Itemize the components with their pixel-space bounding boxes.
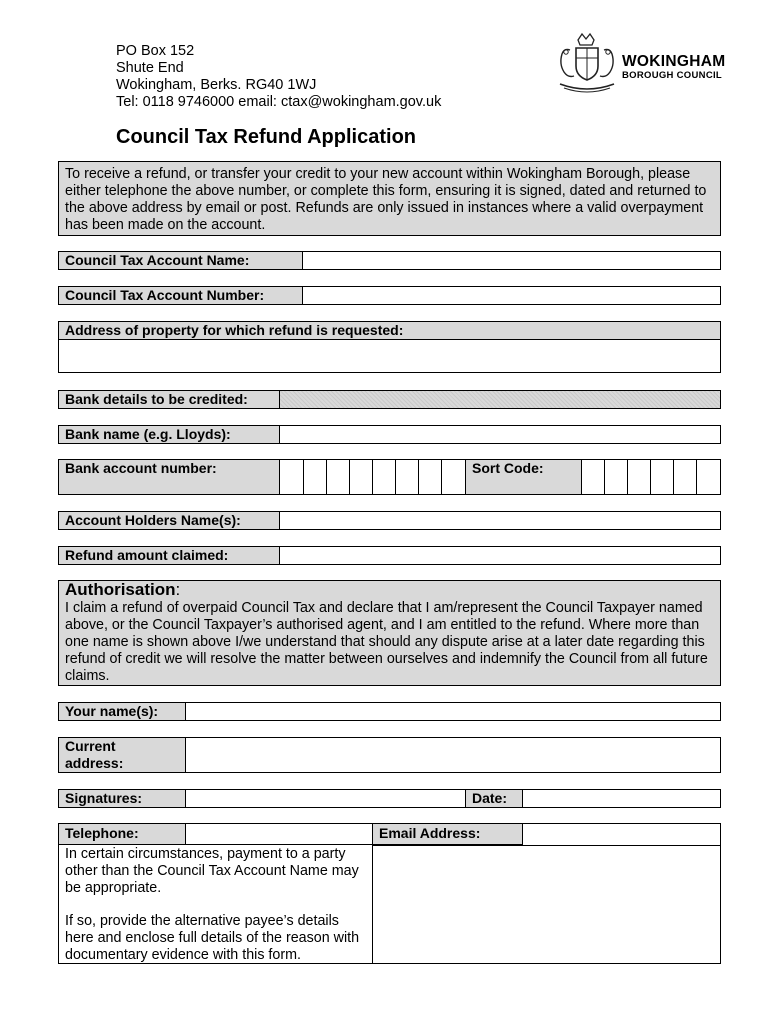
authorisation-heading — [65, 581, 180, 598]
account-digit-2[interactable] — [326, 459, 350, 495]
logo-subtitle: BOROUGH COUNCIL — [622, 70, 723, 81]
council-logo — [556, 32, 736, 98]
current-address-label-line-2: address: — [65, 755, 124, 771]
sort-digit-1[interactable] — [604, 459, 628, 495]
signatures-input[interactable] — [186, 790, 465, 807]
sort-code-label: Sort Code: — [472, 460, 544, 476]
sort-digit-5[interactable] — [696, 459, 721, 495]
address-line-2: Shute End — [116, 60, 184, 76]
telephone-input[interactable] — [186, 824, 372, 844]
your-names-label: Your name(s): — [65, 703, 159, 719]
account-number-label: Council Tax Account Number: — [65, 287, 265, 303]
account-holders-label: Account Holders Name(s): — [65, 512, 241, 528]
account-digit-4[interactable] — [372, 459, 396, 495]
alt-payee-details-input[interactable] — [373, 845, 720, 964]
account-name-label: Council Tax Account Name: — [65, 252, 250, 268]
authorisation-heading-text: Authorisation — [65, 580, 176, 599]
address-line-3: Wokingham, Berks. RG40 1WJ — [116, 77, 317, 93]
property-address-input[interactable] — [59, 340, 720, 372]
email-input[interactable] — [523, 824, 720, 844]
date-input[interactable] — [523, 790, 720, 807]
account-digit-7[interactable] — [441, 459, 465, 495]
alt-payee-text-2: If so, provide the alternative payee’s details here and enclose full details of the reason with documentary evidence with this form. — [65, 913, 360, 963]
account-digit-5[interactable] — [395, 459, 419, 495]
account-digit-3[interactable] — [349, 459, 373, 495]
account-digit-1[interactable] — [303, 459, 327, 495]
account-name-input[interactable] — [303, 252, 720, 269]
account-digit-6[interactable] — [418, 459, 442, 495]
sort-digit-4[interactable] — [673, 459, 697, 495]
contact-line: Tel: 0118 9746000 email: ctax@wokingham.gov.uk — [116, 94, 442, 110]
account-holders-input[interactable] — [280, 512, 720, 529]
current-address-input[interactable] — [186, 738, 720, 772]
refund-amount-label: Refund amount claimed: — [65, 547, 229, 563]
signatures-label: Signatures: — [65, 790, 143, 806]
logo-wordmark — [622, 54, 725, 82]
sort-digit-3[interactable] — [650, 459, 674, 495]
account-number-input[interactable] — [303, 287, 720, 304]
form-title: Council Tax Refund Application — [116, 126, 416, 148]
bank-name-label: Bank name (e.g. Lloyds): — [65, 426, 231, 442]
refund-amount-input[interactable] — [280, 547, 720, 564]
your-names-input[interactable] — [186, 703, 720, 720]
alt-payee-text-1: In certain circumstances, payment to a party other than the Council Tax Account Name may be appropriate. — [65, 846, 359, 896]
current-address-label-line-1: Current — [65, 738, 116, 754]
intro-text: To receive a refund, or transfer your credit to your new account within Wokingham Borough, please either telephone the above number, or complete this form, ensuring it is signed, dated and returned to the above address by email or post. Refunds are only issued in instances where a valid overpayment has been made on the account. — [65, 166, 707, 233]
council-address — [116, 43, 441, 111]
logo-name: WOKINGHAM — [622, 53, 726, 70]
bank-name-input[interactable] — [280, 426, 720, 443]
sort-digit-2[interactable] — [627, 459, 651, 495]
address-line-1: PO Box 152 — [116, 43, 195, 59]
coat-of-arms-icon — [556, 32, 618, 98]
property-address-label: Address of property for which refund is requested: — [65, 322, 404, 338]
bank-account-label: Bank account number: — [65, 460, 217, 476]
authorisation-text: I claim a refund of overpaid Council Tax and declare that I am/represent the Council Taxpayer named above, or the Council Taxpayer’s authorised agent, and I am entitled to the refund. Where more than one name is shown above I/we understand that should any dispute arise at a later date regarding this refund of credit we will resolve the matter between ourselves and indemnify the Council from all future claims. — [65, 600, 708, 684]
bank-details-label: Bank details to be credited: — [65, 391, 248, 407]
date-label: Date: — [472, 790, 508, 806]
email-label: Email Address: — [379, 825, 481, 841]
telephone-label: Telephone: — [65, 825, 139, 841]
authorisation-heading-colon: : — [175, 580, 181, 599]
